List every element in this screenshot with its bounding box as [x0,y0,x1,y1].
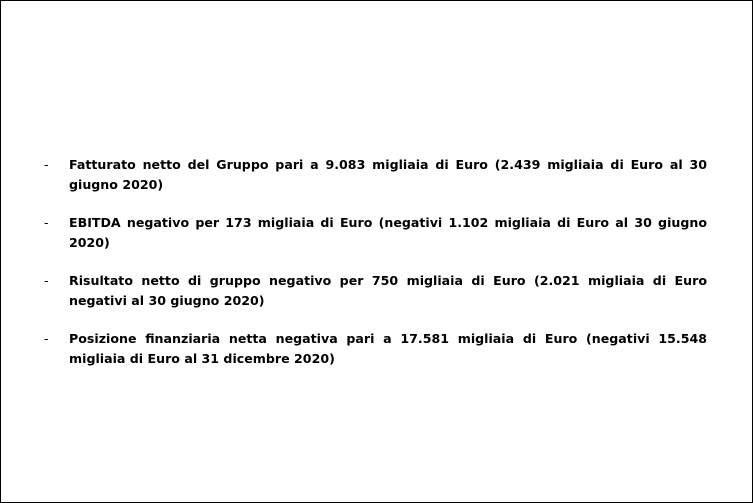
bullet-dash: - [44,157,49,172]
bullet-dash: - [44,331,49,346]
bullet-dash: - [44,273,49,288]
list-item-financial-position [41,329,707,368]
list-item-net-result [41,271,707,310]
list-item-text: EBITDA negativo per 173 migliaia di Euro (negativi 1.102 migliaia di Euro al 30 giugno 2020) [69,215,707,250]
bullet-list [41,155,707,387]
list-item-text: Fatturato netto del Gruppo pari a 9.083 migliaia di Euro (2.439 migliaia di Euro al 30 giugno 2020) [69,157,707,192]
list-item-ebitda [41,213,707,252]
list-item-text: Risultato netto di gruppo negativo per 750 migliaia di Euro (2.021 migliaia di Euro negativi al 30 giugno 2020) [69,273,707,308]
list-item-text: Posizione finanziaria netta negativa pari a 17.581 migliaia di Euro (negativi 15.548 migliaia di Euro al 31 dicembre 2020) [69,331,707,366]
list-item-revenue [41,155,707,194]
bullet-dash: - [44,215,49,230]
